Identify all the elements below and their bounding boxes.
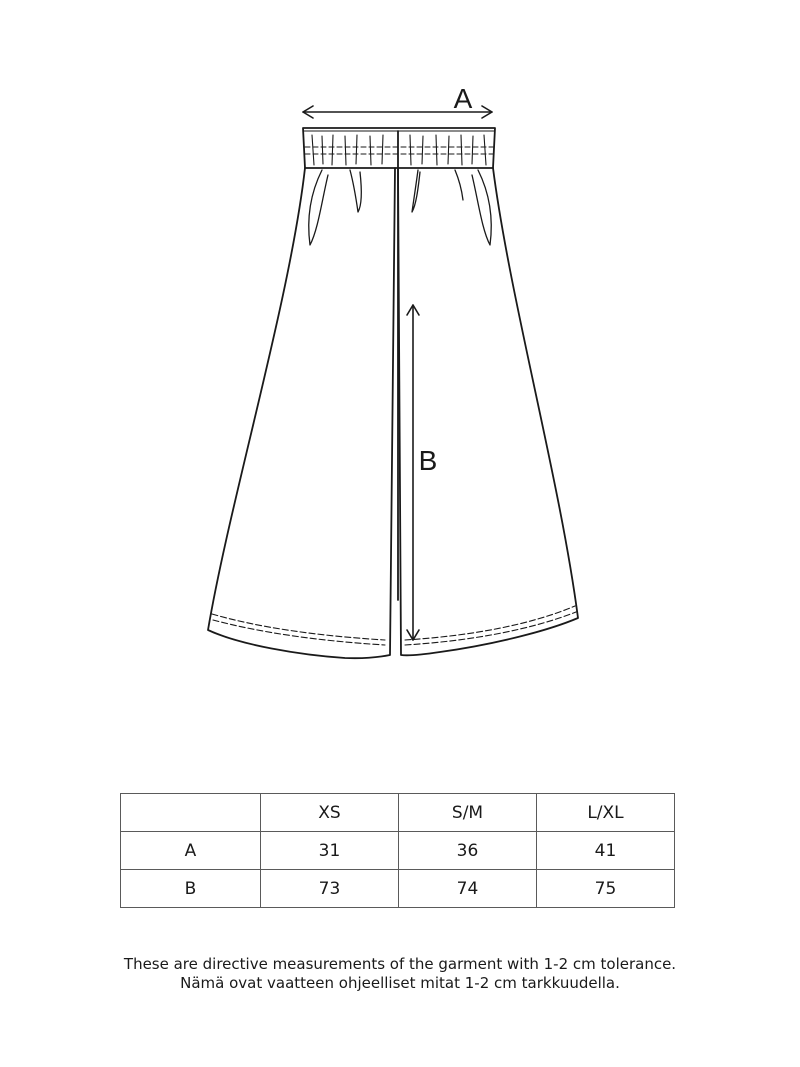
table-cell: 31 [261,832,399,870]
note-finnish: Nämä ovat vaatteen ohjeelliset mitat 1-2 cm tarkkuudella. [180,974,620,992]
table-cell: 74 [399,870,537,908]
measurement-b-arrow [407,305,419,640]
table-row [121,832,675,870]
header-cell [121,794,261,832]
table-cell: 41 [537,832,675,870]
left-pocket [309,170,328,245]
drape-folds [350,170,463,212]
waistband-gathers [305,135,493,165]
note-english: These are directive measurements of the garment with 1-2 cm tolerance. [123,955,677,973]
header-cell: S/M [399,794,537,832]
left-leg [208,168,395,658]
header-cell: XS [261,794,399,832]
table-cell: 36 [399,832,537,870]
measurement-b-label: B [418,445,438,476]
row-label: B [121,870,261,908]
table-cell: 73 [261,870,399,908]
table-cell: 75 [537,870,675,908]
header-cell: L/XL [537,794,675,832]
size-table [120,793,675,908]
measurement-a-label: A [453,83,473,114]
row-label: A [121,832,261,870]
hem-stitching [212,606,576,645]
table-row [121,870,675,908]
table-header-row [121,794,675,832]
right-pocket [472,170,491,245]
